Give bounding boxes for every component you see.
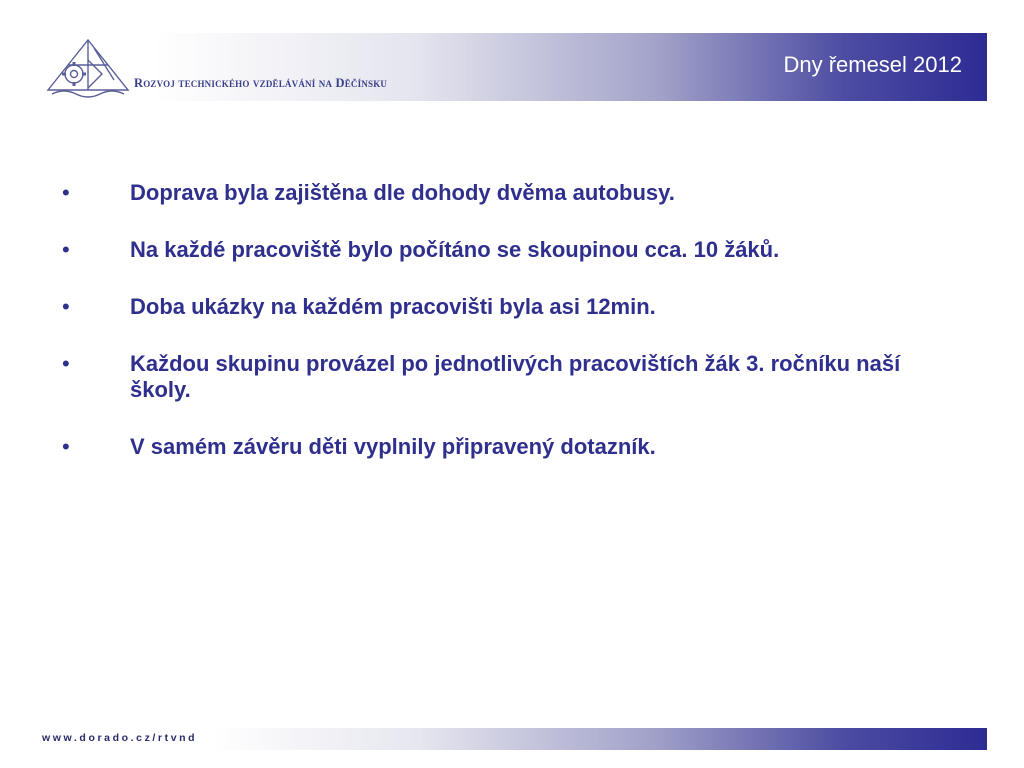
- bullet-item: [62, 180, 962, 206]
- slide-title: Dny řemesel 2012: [783, 52, 962, 77]
- bullet-item: [62, 237, 962, 263]
- bullet-icon: •: [62, 237, 70, 262]
- bullet-icon: •: [62, 434, 70, 459]
- bullet-item: [62, 351, 962, 403]
- bullet-item: [62, 434, 962, 460]
- bullet-text: Každou skupinu provázel po jednotlivých pracovištích žák 3. ročníku naší školy.: [130, 351, 901, 402]
- bullet-text: Doba ukázky na každém pracovišti byla asi 12min.: [130, 294, 656, 319]
- bullet-text: Doprava byla zajištěna dle dohody dvěma autobusy.: [130, 180, 675, 205]
- bullet-item: [62, 294, 962, 320]
- rtvnd-logo-icon: [44, 36, 132, 98]
- bullet-text: V samém závěru děti vyplnily připravený dotazník.: [130, 434, 656, 459]
- bullet-icon: •: [62, 294, 70, 319]
- organization-name: Rozvoj technického vzdělávání na Děčínsku: [134, 76, 388, 90]
- bullet-icon: •: [62, 180, 70, 205]
- bullet-text: Na každé pracoviště bylo počítáno se skoupinou cca. 10 žáků.: [130, 237, 780, 262]
- footer-url: www.dorado.cz/rtvnd: [42, 732, 198, 744]
- bullet-list: [62, 180, 962, 491]
- bullet-icon: •: [62, 351, 70, 376]
